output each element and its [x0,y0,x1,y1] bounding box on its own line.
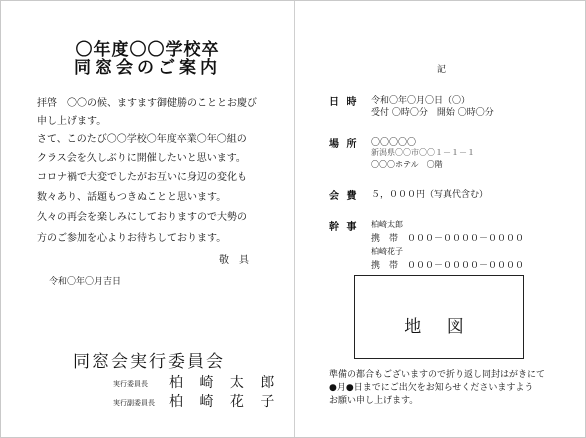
fold-line [294,1,295,437]
time-value: 受付 〇時〇分 開始 〇時〇分 [371,108,494,118]
map-box [354,275,524,359]
body-line: クラス会を久しぶりに開催したいと思います。 [37,153,246,164]
rsvp-note-line: 準備の都合もございますので折り返し同封はがきにて [329,370,546,380]
issue-date: 令和〇年〇月吉日 [49,277,122,287]
invitation-subtitle: 同窓会のご案内 [74,58,221,78]
body-line: 久々の再会を楽しみにしておりますので大勢の [37,212,247,223]
vice-chair-name: 柏 崎 花 子 [169,394,281,410]
body-line: 数々あり、話題もつきぬことと思います。 [37,192,227,203]
chair-name: 柏 崎 太 郎 [169,375,281,391]
ki-heading: 記 [437,65,447,75]
body-line: 申し上げます。 [37,116,107,127]
fee-value: ５，０００円（写真代含む） [371,190,489,200]
body-line: 方のご参加を心よりお待ちしております。 [37,233,227,244]
rsvp-note-line: お願い申し上げます。 [329,396,419,406]
invitation-title: 〇年度〇〇学校卒 [75,40,220,60]
fee-label: 会 費 [329,191,359,202]
secretary-1-phone: 携 帯 ０００－００００－００００ [371,234,525,244]
body-line: コロナ禍で大変でしたがお互いに身辺の変化も [37,172,247,183]
place-name: 〇〇〇〇〇 [371,138,417,148]
vice-chair-role: 実行副委員長 [113,399,155,407]
secretary-2-name: 柏崎花子 [371,247,403,256]
secretary-1-name: 柏崎太郎 [371,220,403,229]
rsvp-note-line: ●月●日までにご出欠をお知らせくださいますよう [329,383,534,393]
committee-name: 同窓会実行委員会 [73,352,225,372]
closing-word: 敬 具 [219,255,249,266]
body-line: さて、このたび〇〇学校〇年度卒業〇年〇組の [37,134,247,145]
date-label: 日 時 [329,97,359,108]
secretary-label: 幹 事 [329,222,359,233]
chair-role: 実行委員長 [113,380,148,388]
map-label: 地 図 [404,317,474,337]
secretary-2-phone: 携 帯 ０００－００００－００００ [371,261,525,271]
greeting-line: 拝啓 〇〇の候、ますます御健勝のこととお慶び [37,98,257,109]
place-label: 場 所 [329,139,359,150]
place-address: 新潟県〇〇市〇〇１－１－１ [371,148,475,157]
date-value: 令和〇年〇月〇日（〇） [371,96,471,106]
place-hotel: 〇〇〇ホテル 〇階 [371,160,443,169]
